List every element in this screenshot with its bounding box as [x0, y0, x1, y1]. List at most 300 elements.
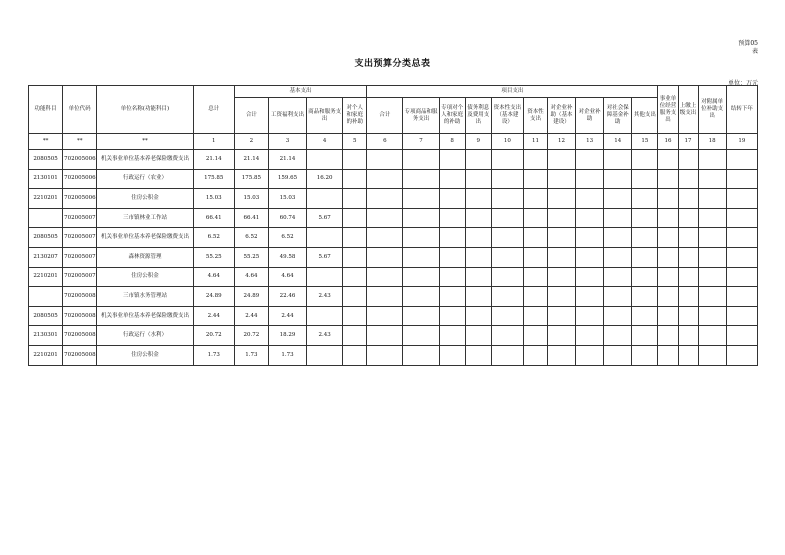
empty-cell — [343, 287, 367, 307]
empty-cell — [439, 345, 465, 365]
header-transfer-next: 结转下年 — [726, 86, 757, 134]
empty-cell — [439, 267, 465, 287]
salary-cell: 159.65 — [268, 169, 306, 189]
empty-cell — [548, 345, 576, 365]
empty-cell — [604, 150, 632, 170]
empty-cell — [403, 208, 439, 228]
empty-cell — [632, 326, 658, 346]
index-row — [29, 134, 758, 150]
index-cell: 17 — [678, 134, 698, 150]
empty-cell — [548, 326, 576, 346]
goods-cell: 16.20 — [307, 169, 343, 189]
empty-cell — [343, 306, 367, 326]
empty-cell — [698, 169, 726, 189]
empty-cell — [367, 247, 403, 267]
salary-cell: 2.44 — [268, 306, 306, 326]
header-unit-code: 单位代码 — [63, 86, 97, 134]
empty-cell — [632, 287, 658, 307]
basic-subtotal-cell: 6.52 — [234, 228, 268, 248]
index-cell: 18 — [698, 134, 726, 150]
index-cell: 14 — [604, 134, 632, 150]
index-cell: 10 — [491, 134, 523, 150]
empty-cell — [465, 247, 491, 267]
empty-cell — [548, 169, 576, 189]
empty-cell — [604, 228, 632, 248]
index-cell: 4 — [307, 134, 343, 150]
empty-cell — [698, 326, 726, 346]
header-basic-subtotal: 合计 — [234, 98, 268, 134]
empty-cell — [367, 169, 403, 189]
header-basic-group: 基本支出 — [234, 86, 367, 98]
table-row — [29, 228, 758, 248]
total-cell: 24.89 — [193, 287, 234, 307]
empty-cell — [726, 150, 757, 170]
empty-cell — [576, 326, 604, 346]
header-project-enterprise-build: 对企业补助（基本建设） — [548, 98, 576, 134]
empty-cell — [604, 326, 632, 346]
total-cell: 6.52 — [193, 228, 234, 248]
empty-cell — [523, 306, 547, 326]
goods-cell — [307, 228, 343, 248]
unit-name-cell: 森林资源管理 — [97, 247, 193, 267]
header-biz-operation: 事业单位经营服务支出 — [658, 86, 678, 134]
empty-cell — [439, 169, 465, 189]
empty-cell — [726, 189, 757, 209]
empty-cell — [465, 306, 491, 326]
empty-cell — [632, 306, 658, 326]
empty-cell — [403, 326, 439, 346]
func-code-cell: 2080505 — [29, 228, 63, 248]
index-cell: 6 — [367, 134, 403, 150]
unit-name-cell: 机关事业单位基本养老保险缴费支出 — [97, 306, 193, 326]
header-project-enterprise: 对企业补助 — [576, 98, 604, 134]
empty-cell — [491, 169, 523, 189]
total-cell: 15.03 — [193, 189, 234, 209]
empty-cell — [678, 287, 698, 307]
header-project-capital: 资本性支出 — [523, 98, 547, 134]
empty-cell — [523, 189, 547, 209]
unit-code-cell: 702005008 — [63, 326, 97, 346]
empty-cell — [465, 228, 491, 248]
table-row — [29, 150, 758, 170]
empty-cell — [491, 189, 523, 209]
empty-cell — [548, 267, 576, 287]
empty-cell — [678, 189, 698, 209]
empty-cell — [604, 208, 632, 228]
empty-cell — [343, 208, 367, 228]
empty-cell — [698, 306, 726, 326]
index-cell: 9 — [465, 134, 491, 150]
empty-cell — [465, 345, 491, 365]
total-cell: 1.73 — [193, 345, 234, 365]
empty-cell — [632, 189, 658, 209]
empty-cell — [632, 169, 658, 189]
empty-cell — [632, 247, 658, 267]
empty-cell — [658, 345, 678, 365]
empty-cell — [658, 247, 678, 267]
empty-cell — [604, 306, 632, 326]
empty-cell — [576, 345, 604, 365]
empty-cell — [403, 150, 439, 170]
empty-cell — [367, 287, 403, 307]
total-cell: 21.14 — [193, 150, 234, 170]
header-project-debt: 债务利息及费用支出 — [465, 98, 491, 134]
empty-cell — [604, 247, 632, 267]
empty-cell — [523, 169, 547, 189]
unit-name-cell: 住房公积金 — [97, 267, 193, 287]
empty-cell — [678, 247, 698, 267]
budget-table — [28, 85, 758, 366]
index-cell: ** — [29, 134, 63, 150]
empty-cell — [548, 247, 576, 267]
empty-cell — [678, 228, 698, 248]
empty-cell — [439, 247, 465, 267]
func-code-cell: 2210201 — [29, 267, 63, 287]
empty-cell — [367, 150, 403, 170]
empty-cell — [576, 228, 604, 248]
unit-code-cell: 702005008 — [63, 287, 97, 307]
empty-cell — [523, 150, 547, 170]
unit-code-cell: 702005007 — [63, 267, 97, 287]
unit-code-cell: 702005006 — [63, 150, 97, 170]
empty-cell — [678, 267, 698, 287]
func-code-cell: 2130101 — [29, 169, 63, 189]
empty-cell — [523, 267, 547, 287]
unit-name-cell: 三市镇水务管理站 — [97, 287, 193, 307]
empty-cell — [548, 306, 576, 326]
goods-cell: 2.43 — [307, 326, 343, 346]
empty-cell — [632, 228, 658, 248]
empty-cell — [604, 267, 632, 287]
salary-cell: 4.64 — [268, 267, 306, 287]
empty-cell — [491, 345, 523, 365]
index-cell: 1 — [193, 134, 234, 150]
empty-cell — [576, 189, 604, 209]
empty-cell — [576, 287, 604, 307]
basic-subtotal-cell: 1.73 — [234, 345, 268, 365]
empty-cell — [367, 228, 403, 248]
empty-cell — [491, 150, 523, 170]
basic-subtotal-cell: 66.41 — [234, 208, 268, 228]
index-cell: 16 — [658, 134, 678, 150]
empty-cell — [491, 326, 523, 346]
unit-name-cell: 机关事业单位基本养老保险缴费支出 — [97, 228, 193, 248]
index-cell: 11 — [523, 134, 547, 150]
index-cell: 19 — [726, 134, 757, 150]
header-basic-personal: 对个人和家庭的补助 — [343, 98, 367, 134]
empty-cell — [576, 267, 604, 287]
func-code-cell: 2210201 — [29, 345, 63, 365]
unit-code-cell: 702005006 — [63, 189, 97, 209]
empty-cell — [343, 169, 367, 189]
header-unit-name: 单位名称(功能科目) — [97, 86, 193, 134]
empty-cell — [678, 208, 698, 228]
index-cell: 7 — [403, 134, 439, 150]
unit-code-cell: 702005007 — [63, 228, 97, 248]
empty-cell — [523, 208, 547, 228]
empty-cell — [548, 287, 576, 307]
empty-cell — [343, 228, 367, 248]
empty-cell — [698, 345, 726, 365]
func-code-cell: 2130207 — [29, 247, 63, 267]
total-cell: 55.25 — [193, 247, 234, 267]
empty-cell — [439, 306, 465, 326]
unit-code-cell: 702005007 — [63, 208, 97, 228]
empty-cell — [658, 228, 678, 248]
header-project-goods: 专项商品和服务支出 — [403, 98, 439, 134]
empty-cell — [367, 326, 403, 346]
empty-cell — [658, 287, 678, 307]
form-code — [700, 40, 758, 56]
index-cell: ** — [97, 134, 193, 150]
empty-cell — [465, 267, 491, 287]
header-subsidy-lower: 对附属单位补助支出 — [698, 86, 726, 134]
empty-cell — [726, 228, 757, 248]
empty-cell — [403, 169, 439, 189]
basic-subtotal-cell: 21.14 — [234, 150, 268, 170]
empty-cell — [726, 345, 757, 365]
goods-cell — [307, 306, 343, 326]
empty-cell — [439, 287, 465, 307]
empty-cell — [367, 208, 403, 228]
unit-name-cell: 住房公积金 — [97, 189, 193, 209]
index-cell: ** — [63, 134, 97, 150]
goods-cell — [307, 267, 343, 287]
func-code-cell: 2130301 — [29, 326, 63, 346]
empty-cell — [548, 189, 576, 209]
empty-cell — [576, 208, 604, 228]
empty-cell — [726, 267, 757, 287]
salary-cell: 1.73 — [268, 345, 306, 365]
empty-cell — [726, 208, 757, 228]
table-body — [29, 134, 758, 366]
empty-cell — [403, 306, 439, 326]
header-project-other: 其他支出 — [632, 98, 658, 134]
index-cell: 12 — [548, 134, 576, 150]
empty-cell — [403, 247, 439, 267]
header-project-subtotal: 合计 — [367, 98, 403, 134]
empty-cell — [658, 306, 678, 326]
total-cell: 66.41 — [193, 208, 234, 228]
header-project-capital-build: 资本性支出（基本建设） — [491, 98, 523, 134]
empty-cell — [403, 267, 439, 287]
salary-cell: 21.14 — [268, 150, 306, 170]
empty-cell — [343, 345, 367, 365]
empty-cell — [523, 228, 547, 248]
unit-name-cell: 住房公积金 — [97, 345, 193, 365]
goods-cell: 2.43 — [307, 287, 343, 307]
index-cell: 15 — [632, 134, 658, 150]
empty-cell — [632, 267, 658, 287]
unit-code-cell: 702005007 — [63, 247, 97, 267]
table-row — [29, 208, 758, 228]
empty-cell — [465, 169, 491, 189]
empty-cell — [465, 150, 491, 170]
empty-cell — [403, 287, 439, 307]
empty-cell — [491, 208, 523, 228]
empty-cell — [726, 247, 757, 267]
goods-cell — [307, 345, 343, 365]
form-code-line2: 表 — [751, 48, 758, 55]
basic-subtotal-cell: 2.44 — [234, 306, 268, 326]
unit-code-cell: 702005008 — [63, 306, 97, 326]
empty-cell — [698, 247, 726, 267]
index-cell: 3 — [268, 134, 306, 150]
header-remit-upper: 上缴上级支出 — [678, 86, 698, 134]
salary-cell: 18.29 — [268, 326, 306, 346]
empty-cell — [548, 208, 576, 228]
goods-cell — [307, 150, 343, 170]
empty-cell — [726, 287, 757, 307]
empty-cell — [632, 345, 658, 365]
empty-cell — [403, 189, 439, 209]
empty-cell — [548, 150, 576, 170]
empty-cell — [604, 189, 632, 209]
empty-cell — [523, 287, 547, 307]
empty-cell — [523, 326, 547, 346]
salary-cell: 22.46 — [268, 287, 306, 307]
page-title: 支出预算分类总表 — [354, 59, 431, 69]
empty-cell — [698, 189, 726, 209]
empty-cell — [491, 287, 523, 307]
empty-cell — [576, 150, 604, 170]
empty-cell — [678, 169, 698, 189]
empty-cell — [465, 189, 491, 209]
empty-cell — [491, 267, 523, 287]
empty-cell — [604, 345, 632, 365]
empty-cell — [548, 228, 576, 248]
empty-cell — [698, 150, 726, 170]
table-row — [29, 287, 758, 307]
table-row — [29, 267, 758, 287]
empty-cell — [465, 326, 491, 346]
empty-cell — [343, 247, 367, 267]
index-cell: 8 — [439, 134, 465, 150]
empty-cell — [604, 169, 632, 189]
empty-cell — [678, 150, 698, 170]
empty-cell — [632, 208, 658, 228]
empty-cell — [698, 228, 726, 248]
header-total: 总计 — [193, 86, 234, 134]
index-cell: 2 — [234, 134, 268, 150]
empty-cell — [658, 326, 678, 346]
goods-cell: 5.67 — [307, 208, 343, 228]
salary-cell: 15.03 — [268, 189, 306, 209]
empty-cell — [576, 247, 604, 267]
empty-cell — [658, 267, 678, 287]
empty-cell — [576, 306, 604, 326]
unit-name-cell: 行政运行（水利） — [97, 326, 193, 346]
empty-cell — [491, 247, 523, 267]
index-cell: 5 — [343, 134, 367, 150]
salary-cell: 60.74 — [268, 208, 306, 228]
func-code-cell: 2080505 — [29, 150, 63, 170]
empty-cell — [698, 208, 726, 228]
form-code-line1: 预算05 — [738, 40, 758, 47]
total-cell: 175.85 — [193, 169, 234, 189]
basic-subtotal-cell: 175.85 — [234, 169, 268, 189]
empty-cell — [726, 326, 757, 346]
empty-cell — [658, 169, 678, 189]
unit-name-cell: 机关事业单位基本养老保险缴费支出 — [97, 150, 193, 170]
empty-cell — [439, 150, 465, 170]
func-code-cell: 2210201 — [29, 189, 63, 209]
basic-subtotal-cell: 15.03 — [234, 189, 268, 209]
header-project-group: 项目支出 — [367, 86, 658, 98]
goods-cell — [307, 189, 343, 209]
empty-cell — [367, 345, 403, 365]
empty-cell — [604, 287, 632, 307]
empty-cell — [523, 247, 547, 267]
empty-cell — [465, 208, 491, 228]
empty-cell — [403, 345, 439, 365]
empty-cell — [658, 150, 678, 170]
empty-cell — [678, 326, 698, 346]
empty-cell — [343, 189, 367, 209]
empty-cell — [343, 267, 367, 287]
empty-cell — [726, 306, 757, 326]
empty-cell — [678, 306, 698, 326]
empty-cell — [726, 169, 757, 189]
empty-cell — [523, 345, 547, 365]
empty-cell — [439, 208, 465, 228]
table-row — [29, 169, 758, 189]
salary-cell: 6.52 — [268, 228, 306, 248]
func-code-cell — [29, 287, 63, 307]
index-cell: 13 — [576, 134, 604, 150]
empty-cell — [698, 287, 726, 307]
header-basic-salary: 工资福利支出 — [268, 98, 306, 134]
unit-name-cell: 行政运行（农业） — [97, 169, 193, 189]
salary-cell: 49.58 — [268, 247, 306, 267]
unit-code-cell: 702005006 — [63, 169, 97, 189]
table-row — [29, 345, 758, 365]
header-basic-goods: 商品和服务支出 — [307, 98, 343, 134]
table-row — [29, 247, 758, 267]
basic-subtotal-cell: 20.72 — [234, 326, 268, 346]
unit-code-cell: 702005008 — [63, 345, 97, 365]
goods-cell: 5.67 — [307, 247, 343, 267]
total-cell: 2.44 — [193, 306, 234, 326]
empty-cell — [403, 228, 439, 248]
table-row — [29, 189, 758, 209]
basic-subtotal-cell: 24.89 — [234, 287, 268, 307]
empty-cell — [439, 228, 465, 248]
empty-cell — [439, 189, 465, 209]
table-row — [29, 326, 758, 346]
total-cell: 4.64 — [193, 267, 234, 287]
empty-cell — [491, 306, 523, 326]
table-row — [29, 306, 758, 326]
empty-cell — [632, 150, 658, 170]
empty-cell — [367, 189, 403, 209]
empty-cell — [576, 169, 604, 189]
header-func-subject: 功能科目 — [29, 86, 63, 134]
func-code-cell — [29, 208, 63, 228]
empty-cell — [439, 326, 465, 346]
unit-label: 单位：万元 — [727, 80, 758, 87]
header-project-social: 对社会保障基金补助 — [604, 98, 632, 134]
empty-cell — [658, 208, 678, 228]
total-cell: 20.72 — [193, 326, 234, 346]
empty-cell — [465, 287, 491, 307]
basic-subtotal-cell: 55.25 — [234, 247, 268, 267]
func-code-cell: 2080505 — [29, 306, 63, 326]
empty-cell — [698, 267, 726, 287]
basic-subtotal-cell: 4.64 — [234, 267, 268, 287]
empty-cell — [678, 345, 698, 365]
unit-name-cell: 三市镇林业工作站 — [97, 208, 193, 228]
